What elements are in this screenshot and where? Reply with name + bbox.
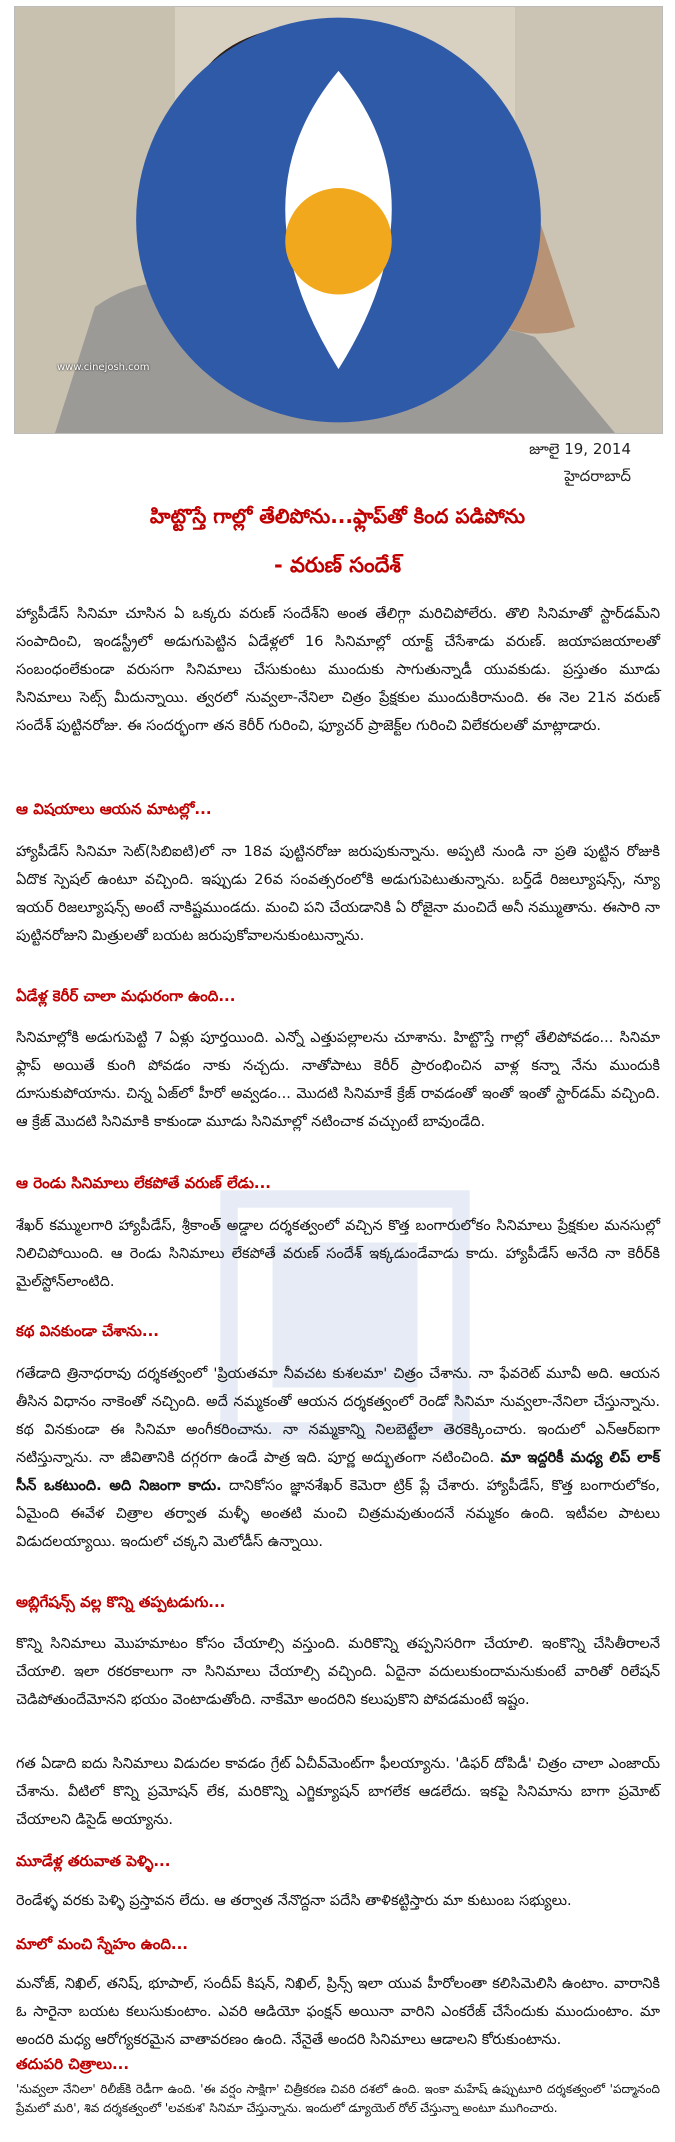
section-paragraph: మనోజ్, నిఖిల్, తనిష్, భూపాల్, సందీప్ కిషన్, నిఖిల్, ప్రిన్స్ ఇలా యువ హీరోలంతా కలిసిమెలిసి ఉంటాం. వారానికి ఓ సారైనా బయట కలుసుకుంటాం. ఎవరి ఆడియో ఫంక్షన్ అయినా వారిని ఎంకరేజ్ చేసేందుకు ముందుంటాం. మా అందరి మధ్య ఆరోగ్యకరమైన వాతావరణం ఉంది. నేనైతే అందరి సినిమాలు ఆడాలని కోరుకుంటాను.: [16, 1976, 660, 2048]
hero-photo: [14, 6, 663, 434]
section-paragraph: రెండేళ్ళ వరకు పెళ్ళి ప్రస్తావన లేదు. ఆ తర్వాత నేనొద్దనా పదేసి తాళికట్టిస్తారు మా కుటుంబ సభ్యులు.: [16, 1893, 572, 1909]
section-heading: అబ్లిగేషన్స్ వల్ల కొన్ని తప్పటడుగు...: [16, 1593, 226, 1611]
section-paragraph: [16, 1360, 660, 1556]
section-paragraph: సినిమాల్లోకి అడుగుపెట్టి 7 ఏళ్లు పూర్తయింది. ఎన్నో ఎత్తుపల్లాలను చూశాను. హిట్టొస్తే గాల్లో తేలిపోవడం... సినిమా ఫ్లాప్ అయితే కుంగి పోవడం నాకు నచ్చదు. నాతోపాటు కెరీర్ ప్రారంభించిన వాళ్ల కన్నా నేను ముందుకి దూసుకుపోయాను. చిన్న ఏజ్‌లో హీరో అవ్వడం... మొదటి సినిమాకే క్రేజ్ రావడంతో ఇంతో ఇంతో స్టార్‌డమ్ వచ్చింది. ఆ క్రేజ్ మొదటి సినిమాకి కాకుండా మూడు సినిమాల్లో నటించాక వచ్చుంటే బావుండేది.: [16, 1030, 660, 1130]
section-paragraph: గత ఏడాది ఐదు సినిమాలు విడుదల కావడం గ్రేట్ ఏచీవ్‌మెంట్‌గా ఫీలయ్యాను. 'డిఫర్ దోపిడీ' చిత్రం చాలా ఎంజాయ్ చేశాను. వీటిలో కొన్ని ప్రమోషన్ లేక, మరికొన్ని ఎగ్జిక్యూషన్ బాగలేక ఆడలేదు. ఇకపై సినిమాను బాగా ప్రమోట్ చేయాలని డిసైడ్ అయ్యాను.: [16, 1756, 660, 1828]
section-heading: మూడేళ్ల తరువాత పెళ్ళి...: [16, 1852, 171, 1870]
section-highlight: మా ఇద్దరికీ మధ్య లిప్ లాక్ సీన్ ఒకటుంది. అది నిజంగా కాదు.: [16, 1450, 661, 1494]
cinejosh-logo-icon: [15, 7, 662, 433]
publish-place: హైదరాబాద్: [564, 467, 631, 485]
photo-watermark: www.cinejosh.com: [57, 362, 150, 373]
publish-date: జూలై 19, 2014: [529, 440, 631, 458]
section-heading: మాలో మంచి స్నేహం ఉంది...: [16, 1935, 189, 1953]
intro-paragraph: హ్యాపీడేస్ సినిమా చూసిన ఏ ఒక్కరు వరుణ్ సందేశ్‌ని అంత తేలిగ్గా మరిచిపోలేరు. తొలి సినిమాతో స్టార్‌డమ్‌ని సంపాదించి, ఇండస్ట్రీలో అడుగుపెట్టిన ఏడేళ్లలో 16 సినిమాల్లో యాక్ట్ చేసేశాడు వరుణ్. జయాపజయాలతో సంబంధంలేకుండా వరుసగా సినిమాలు చేసుకుంటు ముందుకు సాగుతున్నాడీ యువకుడు. ప్రస్తుతం మూడు సినిమాలు సెట్స్ మీదున్నాయి. త్వరలో నువ్వలా-నేనిలా చిత్రం ప్రేక్షకుల ముందుకిరానుంది. ఈ నెల 21న వరుణ్ సందేశ్ పుట్టినరోజు. ఈ సందర్భంగా తన కెరీర్ గురించి, ఫ్యూచర్ ప్రాజెక్ట్‌ల గురించి విలేకరులతో మాట్లాడారు.: [16, 606, 660, 734]
section-heading: ఆ రెండు సినిమాలు లేకపోతే వరుణ్ లేడు...: [16, 1174, 272, 1192]
section-text: గతేడాది త్రినాధరావు దర్శకత్వంలో 'ప్రియతమా నీవచట కుశలమా' చిత్రం చేశాను. నా ఫేవరెట్ మూవీ అది. ఆయన తీసిన విధానం నాకెంతో నచ్చింది. అదే నమ్మకంతో ఆయన దర్శకత్వంలో రెండో సినిమా నువ్వలా-నేనిలా చేస్తున్నాను. కథ వినకుండా ఈ సినిమా అంగీకరించాను. నా నమ్మకాన్ని నిలబెట్టేలా తెరకెక్కించారు. ఇందులో ఎన్ఆర్ఐగా నటిస్తున్నాను. నా జీవితానికి దగ్గరగా ఉండే పాత్ర ఇది. పూర్ణ అద్భుతంగా నటించింది.: [16, 1366, 660, 1466]
section-paragraph: హ్యాపీడేస్ సినిమా సెట్(సిబిఐటి)లో నా 18వ పుట్టినరోజు జరుపుకున్నాను. అప్పటి నుండి నా ప్రతి పుట్టిన రోజుకి ఏదొక స్పెషల్ ఉంటూ వచ్చింది. ఇప్పుడు 26వ సంవత్సరంలోకి అడుగుపెటుతున్నాను. బర్త్‌డే రిజల్యూషన్స్, న్యూ ఇయర్ రిజల్యూషన్స్ అంటే నాకిష్టముండదు. మంచి పని చేయడానికి ఏ రోజైనా మంచిదే అనీ నమ్ముతాను. ఈసారి నా పుట్టినరోజుని మిత్రులతో బయట జరుపుకోవాలనుకుంటున్నాను.: [16, 844, 660, 944]
section-paragraph: కొన్ని సినిమాలు మొహమాటం కోసం చేయాల్సి వస్తుంది. మరికొన్ని తప్పనిసరిగా చేయాలి. ఇంకొన్ని చేసితీరాలనే చేయాలి. ఇలా రకరకాలుగా నా సినిమాలు చేయాల్సి వచ్చింది. ఏదైనా వదులుకుందామనుకుంటే వారితో రిలేషన్ చెడిపోతుందేమోనని భయం వెంటాడుతోంది. నాకేమో అందరిని కలుపుకొని పోవడమంటే ఇష్టం.: [16, 1636, 660, 1708]
article-title: హిట్టొస్తే గాల్లో తేలిపోను...ఫ్లాప్‌తో కింద పడిపోను: [149, 504, 526, 528]
section-heading: కథ వినకుండా చేశాను...: [16, 1322, 159, 1340]
section-heading: తదుపరి చిత్రాలు...: [16, 2055, 130, 2073]
section-text-continued: దానికోసం జ్ఞానశేఖర్ కెమెరా ట్రిక్ ప్లే చేశారు. హ్యాపీడేస్, కొత్త బంగారులోకం, ఏమైంది ఈవేళ చిత్రాల తర్వాత మళ్ళీ అంతటి మంచి చిత్రమవుతుందనే నమ్మకం ఉంది. ఇటీవల పాటలు విడుదలయ్యాయి. ఇందులో చక్కని మెలోడీస్ ఉన్నాయి.: [16, 1478, 660, 1550]
section-paragraph: 'నువ్వలా నేనిలా' రిలీజ్‌కి రెడీగా ఉంది. 'ఈ వర్షం సాక్షిగా' చిత్రీకరణ చివరి దశలో ఉంది. ఇంకా మహేష్ ఉప్పుటూరి దర్శకత్వంలో 'పద్మానంది ప్రేమలో మరి', శివ దర్శకత్వంలో 'లవకుశ' సినిమా చేస్తున్నాను. ఇందులో డ్యూయెల్ రోల్ చేస్తున్నా అంటూ ముగించారు.: [16, 2082, 660, 2115]
section-heading: ఏడేళ్ల కెరీర్ చాలా మధురంగా ఉంది...: [16, 987, 236, 1005]
section-heading: ఆ విషయాలు ఆయన మాటల్లో...: [16, 800, 212, 818]
article-byline: - వరుణ్ సందేశ్: [273, 553, 402, 577]
section-paragraph: శేఖర్ కమ్ములగారి హ్యాపీడేస్, శ్రీకాంత్ అడ్డాల దర్శకత్వంలో వచ్చిన కొత్త బంగారులోకం సినిమాలు ప్రేక్షకుల మనసుల్లో నిలిచిపోయింది. ఆ రెండు సినిమాలు లేకపోతే వరుణ్ సందేశ్ ఇక్కడుండేవాడు కాదు. హ్యాపీడేస్ అనేది నా కెరీర్‌కి మైల్‌స్టోన్‌లాంటిది.: [16, 1218, 660, 1290]
